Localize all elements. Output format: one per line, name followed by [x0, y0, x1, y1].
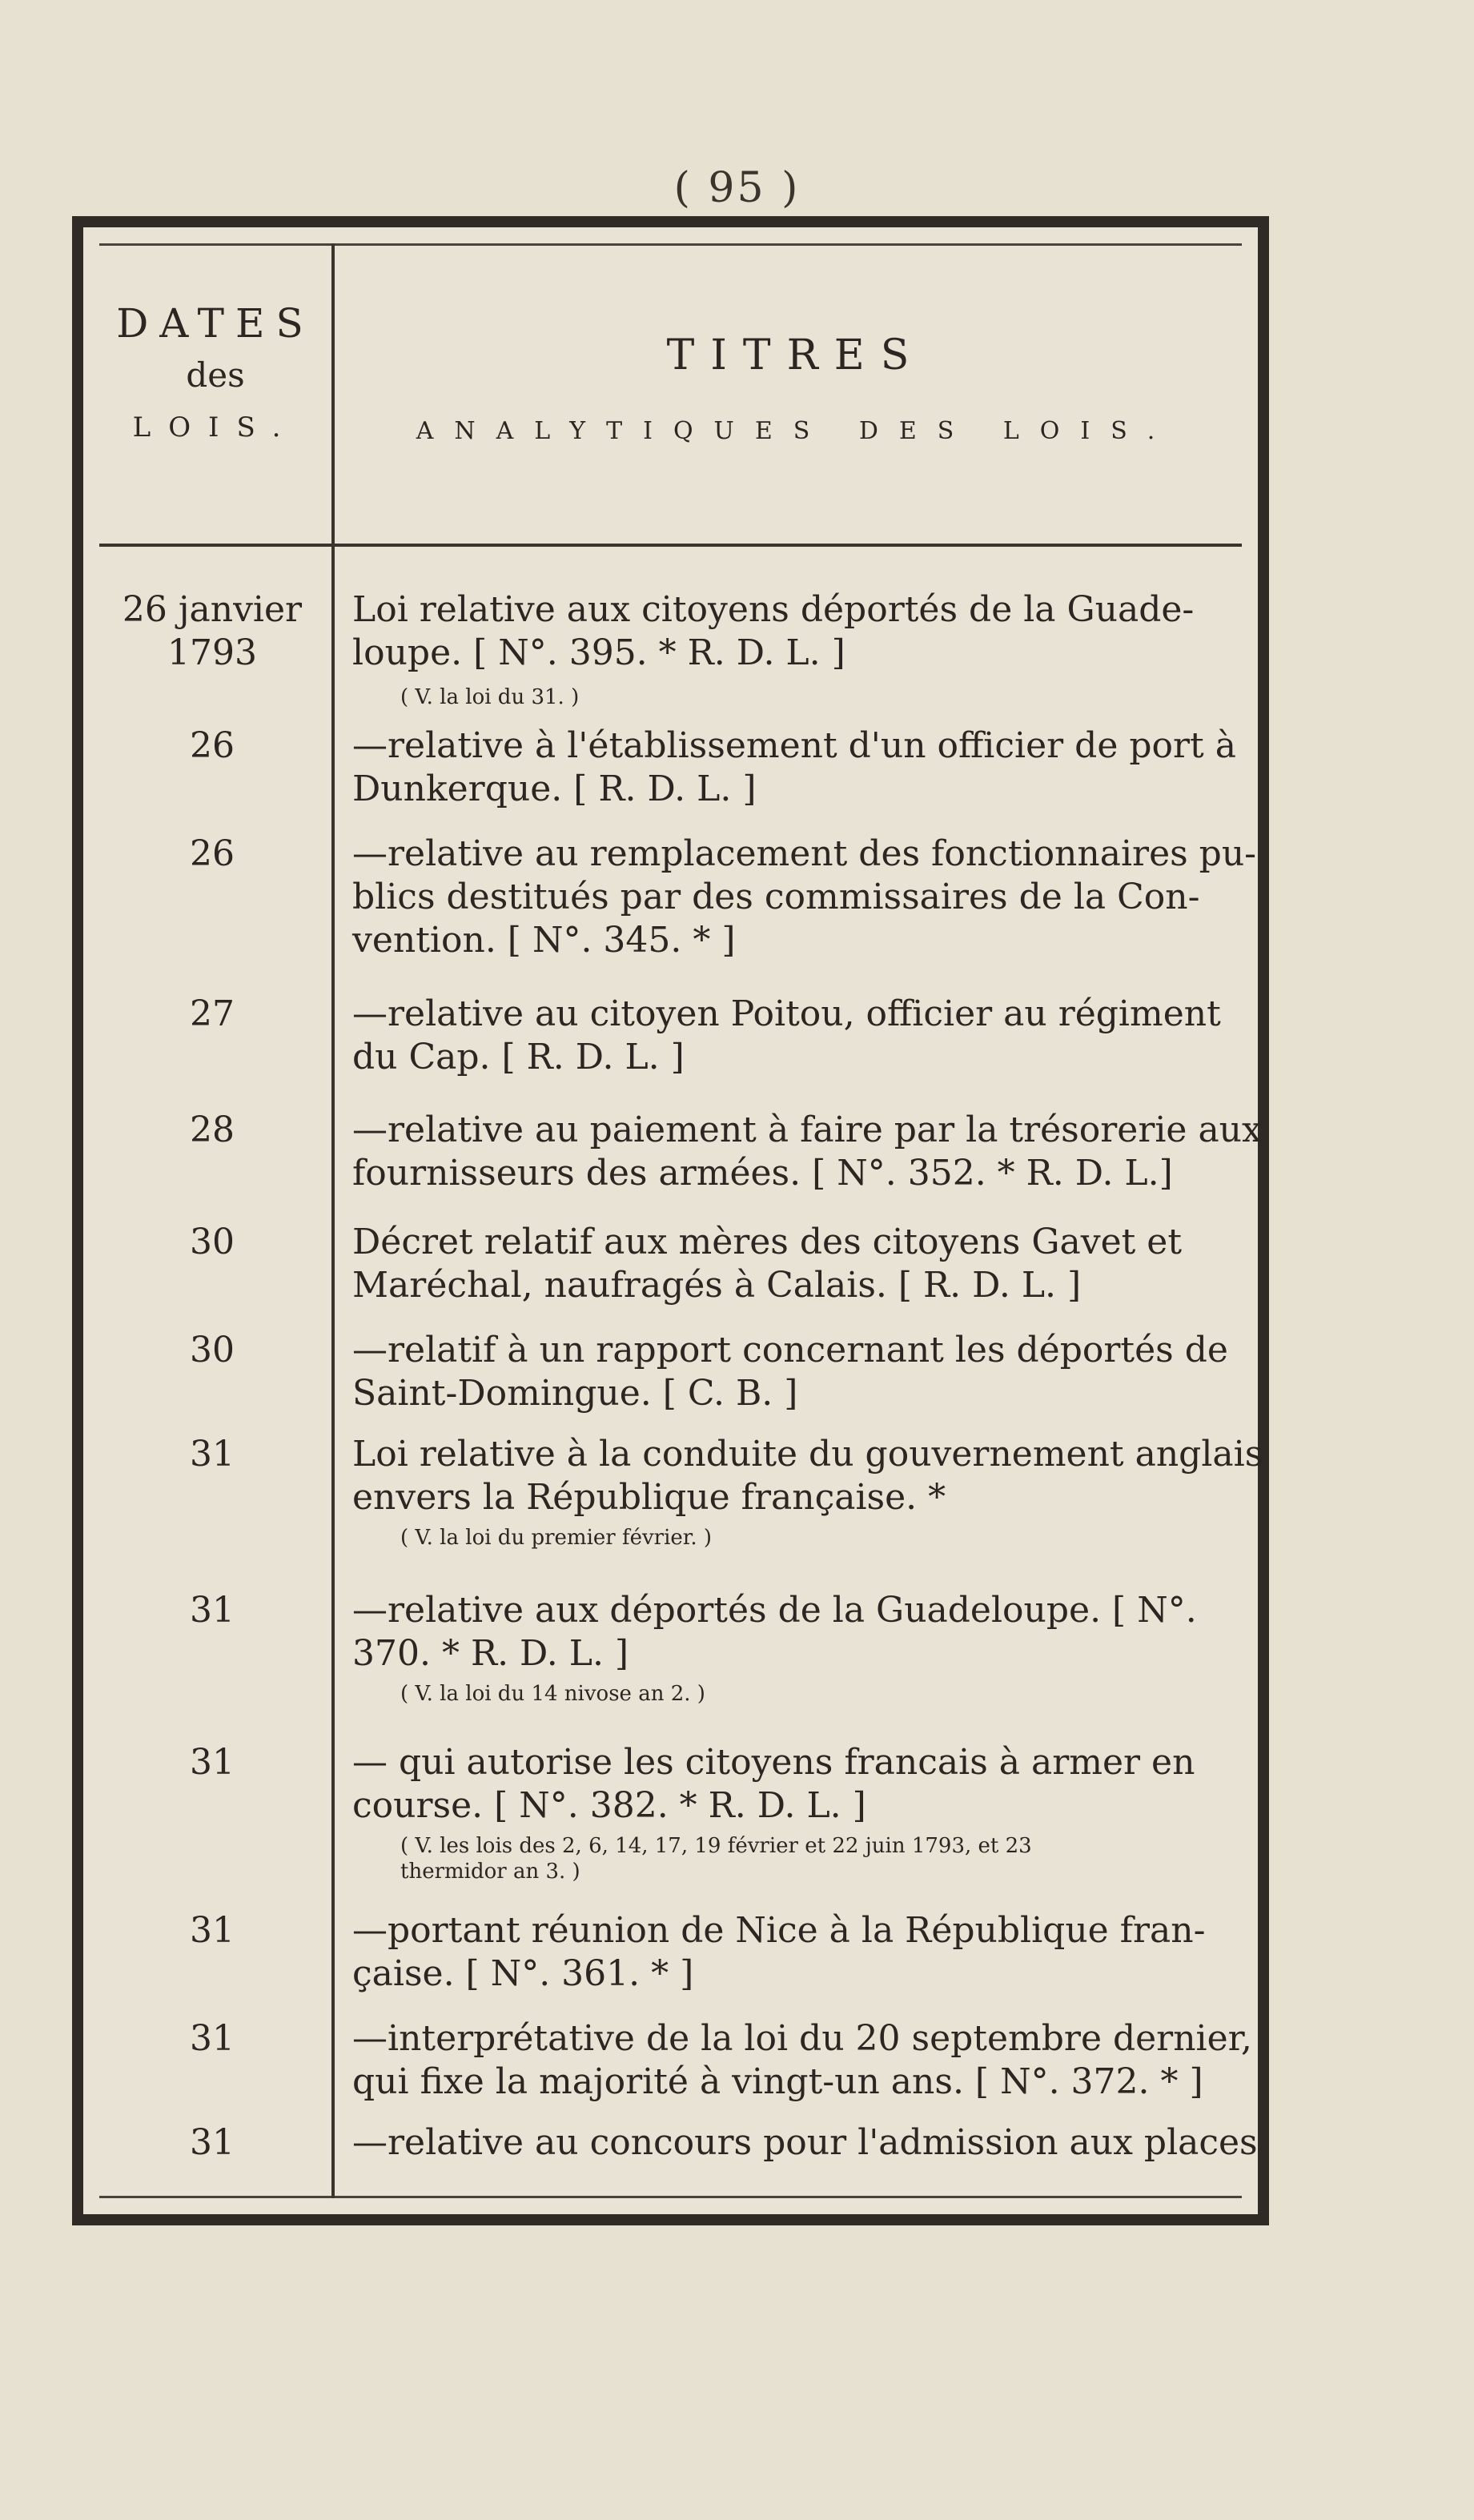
entry-date: 26 [190, 725, 235, 766]
entry-date: 31 [190, 2018, 235, 2059]
entry-date: 30 [190, 1222, 235, 1262]
page-number: ( 95 ) [673, 164, 801, 212]
entry-date: 27 [190, 993, 235, 1034]
entry-title: —interprétative de la loi du 20 septembre dernier, qui fixe la majorité à vingt-un ans. [ N°. 372. * ] [352, 2018, 1252, 2102]
entry-title: —relative au citoyen Poitou, officier au régiment du Cap. [ R. D. L. ] [352, 993, 1221, 1077]
entry-date: 31 [190, 1434, 235, 1475]
column-divider [331, 243, 335, 2198]
entry-date: 31 [190, 1910, 235, 1951]
entry-title: —relative à l'établissement d'un officier de port à Dunkerque. [ R. D. L. ] [352, 725, 1236, 809]
entry-title: —portant réunion de Nice à la République fran- çaise. [ N°. 361. * ] [352, 1910, 1206, 1994]
entry-date: 30 [190, 1330, 235, 1370]
entry-date: 26 janvier 1793 [122, 589, 303, 673]
dates-column-header [99, 299, 331, 451]
entry-date: 31 [190, 2122, 235, 2163]
entry-date: 31 [190, 1590, 235, 1631]
entry-date: 31 [190, 1742, 235, 1783]
titles-header-line1: TITRES [666, 331, 926, 379]
dates-header-line2: des [186, 355, 245, 395]
dates-header-line3: LOIS. [132, 411, 299, 443]
entry-note: ( V. la loi du 31. ) [400, 685, 580, 709]
entry-date: 28 [190, 1110, 235, 1150]
entry-title: —relative aux déportés de la Guadeloupe. [ N°. 370. * R. D. L. ] [352, 1590, 1197, 1674]
titles-header-line2: ANALYTIQUES DES LOIS. [416, 417, 1176, 445]
entry-title: Loi relative à la conduite du gouvernement anglais envers la République française. * [352, 1434, 1263, 1518]
dates-header-line1: DATES [116, 300, 315, 347]
header-rule [99, 544, 1242, 547]
entry-title: —relative au remplacement des fonctionnaires pu- blics destitués par des commissaires de la Con- vention. [ N°. 345. * ] [352, 833, 1257, 961]
entry-note: ( V. la loi du premier février. ) [400, 1526, 713, 1550]
entry-title: —relative au concours pour l'admission aux places [352, 2122, 1258, 2163]
entry-title: —relatif à un rapport concernant les déportés de Saint-Domingue. [ C. B. ] [352, 1330, 1228, 1414]
entry-date: 26 [190, 833, 235, 874]
titles-column-header [347, 323, 1244, 459]
entry-title: —relative au paiement à faire par la trésorerie aux fournisseurs des armées. [ N°. 352. * R. D. L.] [352, 1110, 1262, 1194]
entry-title: Décret relatif aux mères des citoyens Gavet et Maréchal, naufragés à Calais. [ R. D. L. ] [352, 1222, 1182, 1306]
entry-note: ( V. la loi du 14 nivose an 2. ) [400, 1682, 705, 1706]
entry-note: ( V. les lois des 2, 6, 14, 17, 19 février et 22 juin 1793, et 23 thermidor an 3. ) [400, 1834, 1032, 1884]
entry-title: Loi relative aux citoyens déportés de la Guade- loupe. [ N°. 395. * R. D. L. ] [352, 589, 1195, 673]
entry-title: — qui autorise les citoyens francais à armer en course. [ N°. 382. * R. D. L. ] [352, 1742, 1195, 1826]
